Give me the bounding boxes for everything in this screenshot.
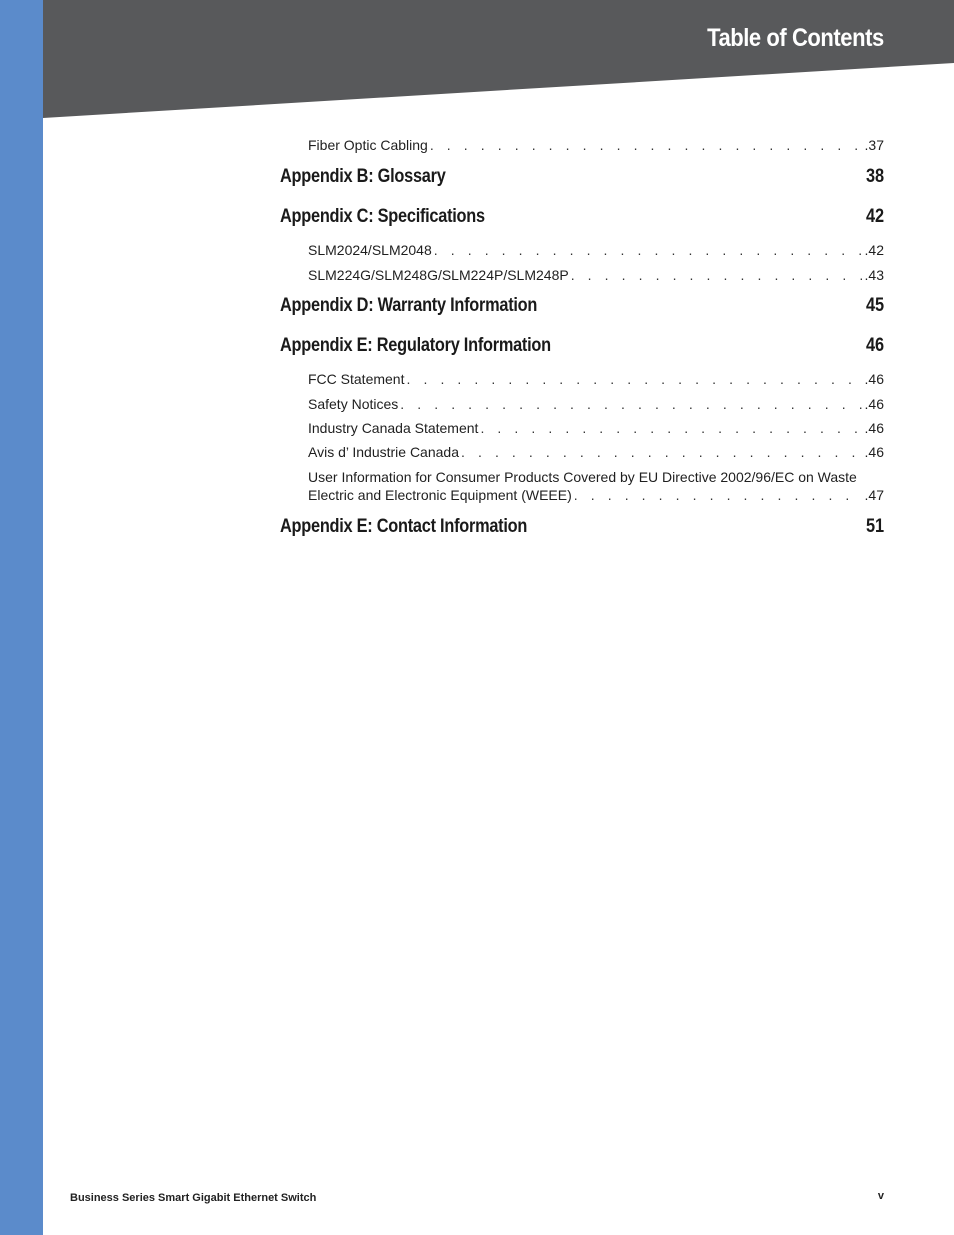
- toc-entry-fcc-statement[interactable]: [308, 371, 884, 387]
- toc-appendix-page: 42: [865, 206, 884, 227]
- toc-entry-industry-canada[interactable]: [308, 420, 884, 436]
- toc-appendix-e-contact[interactable]: [280, 516, 884, 538]
- toc-appendix-page: 45: [865, 295, 884, 316]
- toc-appendix-page: 46: [865, 335, 884, 356]
- toc-entry-slm224g[interactable]: [308, 267, 884, 283]
- toc-entry-label: SLM224G/SLM248G/SLM224P/SLM248P: [308, 267, 569, 283]
- toc-entry-page: .46: [864, 371, 884, 387]
- toc-appendix-label: Appendix C: Specifications: [280, 206, 485, 227]
- toc-appendix-b-glossary[interactable]: [280, 166, 884, 188]
- toc-entry-slm2024-slm2048[interactable]: [308, 242, 884, 258]
- toc-appendix-page: 38: [865, 166, 884, 187]
- toc-entry-fiber-optic-cabling[interactable]: [308, 137, 884, 153]
- toc-entry-avis-industrie-canada[interactable]: [308, 444, 884, 460]
- dot-leader: [480, 420, 862, 436]
- toc-appendix-d-warranty[interactable]: [280, 295, 884, 317]
- toc-entry-weee[interactable]: [308, 469, 884, 503]
- toc-appendix-c-specifications[interactable]: [280, 206, 884, 228]
- toc-appendix-e-regulatory[interactable]: [280, 335, 884, 357]
- dot-leader: [574, 487, 863, 503]
- toc-entry-page: .46: [864, 396, 884, 412]
- dot-leader: [400, 396, 862, 412]
- toc-entry-label: Avis d’ Industrie Canada: [308, 444, 459, 460]
- page-title: Table of Contents: [707, 24, 884, 52]
- footer-page-number: v: [877, 1190, 884, 1202]
- toc-entry-page: .42: [864, 242, 884, 258]
- toc-appendix-label: Appendix D: Warranty Information: [280, 295, 538, 316]
- toc-entry-page: .47: [864, 487, 884, 503]
- toc-entry-page: .46: [864, 444, 884, 460]
- toc-appendix-label: Appendix E: Contact Information: [280, 516, 528, 537]
- footer-product-name: Business Series Smart Gigabit Ethernet Switch: [70, 1192, 317, 1204]
- dot-leader: [430, 137, 863, 153]
- dot-leader: [434, 242, 863, 258]
- toc-appendix-label: Appendix B: Glossary: [280, 166, 446, 187]
- dot-leader: [571, 267, 863, 283]
- toc-entry-page: .43: [864, 267, 884, 283]
- toc-entry-page: .37: [864, 137, 884, 153]
- dot-leader: [406, 371, 862, 387]
- dot-leader: [461, 444, 863, 460]
- toc-appendix-page: 51: [865, 516, 884, 537]
- toc-entry-label: Industry Canada Statement: [308, 420, 479, 436]
- toc-entry-label: FCC Statement: [308, 371, 405, 387]
- toc-entry-page: .46: [864, 420, 884, 436]
- toc-entry-label: Fiber Optic Cabling: [308, 137, 428, 153]
- toc-appendix-label: Appendix E: Regulatory Information: [280, 335, 551, 356]
- toc-entry-label-line1: User Information for Consumer Products Covered by EU Directive 2002/96/EC on Waste: [308, 469, 857, 485]
- toc-entry-label: SLM2024/SLM2048: [308, 242, 432, 258]
- toc-entry-safety-notices[interactable]: [308, 396, 884, 412]
- toc-entry-label: Safety Notices: [308, 396, 399, 412]
- toc-entry-label-line2: Electric and Electronic Equipment (WEEE): [308, 487, 572, 503]
